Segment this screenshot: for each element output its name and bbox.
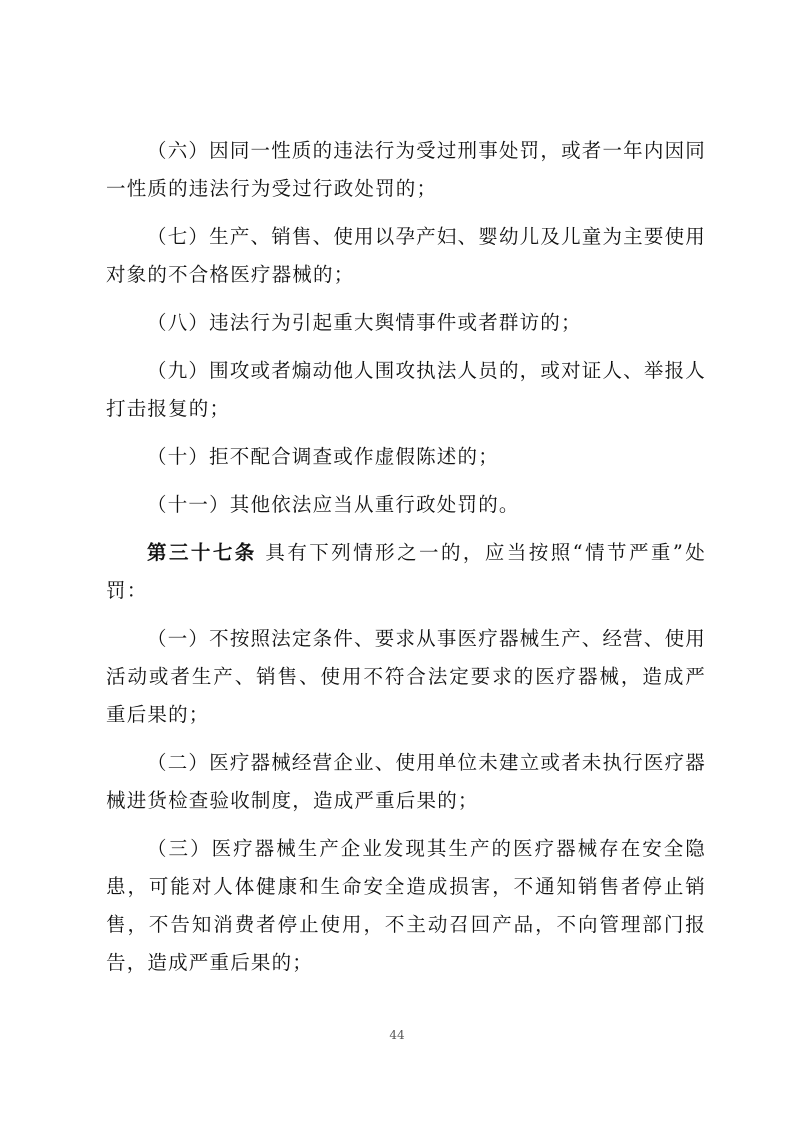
article-37-item-2: （二）医疗器械经营企业、使用单位未建立或者未执行医疗器械进货检查验收制度，造成严重后果的； [106,751,706,812]
paragraph-item-6: （六）因同一性质的违法行为受过刑事处罚，或者一年内因同一性质的违法行为受过行政处罚的； [106,139,706,200]
paragraph-item-10: （十）拒不配合调查或作虚假陈述的； [147,445,499,468]
paragraph-item-9: （九）围攻或者煽动他人围攻执法人员的，或对证人、举报人打击报复的； [106,359,706,420]
article-37-text: 具有下列情形之一的，应当按照“情节严重”处罚： [106,541,706,602]
article-37-item-3: （三）医疗器械生产企业发现其生产的医疗器械存在安全隐患，可能对人体健康和生命安全造成损害，不通知销售者停止销售，不告知消费者停止使用，不主动召回产品，不向管理部门报告，造成严重后果的； [106,837,706,974]
article-37-item-1: （一）不按照法定条件、要求从事医疗器械生产、经营、使用活动或者生产、销售、使用不符合法定要求的医疗器械，造成严重后果的； [106,627,706,726]
page-number: 44 [389,1028,405,1042]
article-37-label: 第三十七条 [147,541,257,564]
paragraph-item-7: （七）生产、销售、使用以孕产妇、婴幼儿及儿童为主要使用对象的不合格医疗器械的； [106,225,706,286]
article-37-paragraph [106,534,706,610]
document-body [106,132,706,992]
paragraph-item-8: （八）违法行为引起重大舆情事件或者群访的； [147,311,582,334]
paragraph-item-11: （十一）其他依法应当从重行政处罚的。 [147,493,520,516]
